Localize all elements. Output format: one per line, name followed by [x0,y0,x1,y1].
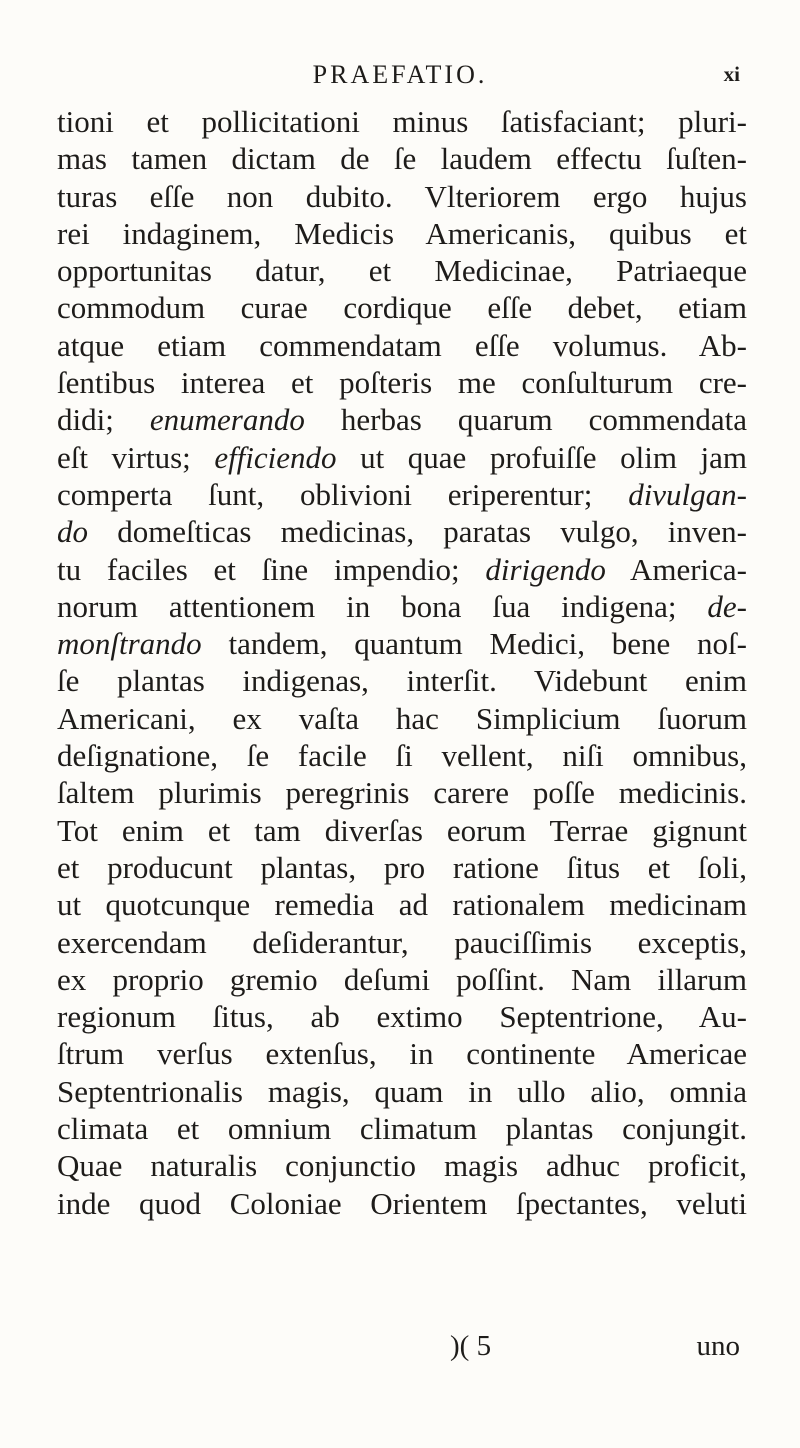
text-segment: ex proprio gremio deſumi poſſint. Nam illarum [57,961,747,997]
text-line [57,103,747,140]
text-line [57,289,747,326]
page-signature: xi [723,62,740,86]
text-segment: monſtrando [57,626,202,662]
text-line [57,998,747,1035]
text-segment: Tot enim et tam diverſas eorum Terrae gignunt [57,812,747,848]
text-line [57,327,747,364]
text-line [57,700,747,737]
text-line [57,364,747,401]
text-line [57,215,747,252]
text-segment: mas tamen dictam de ſe laudem effectu ſuſten- [57,141,747,177]
text-segment: rei indaginem, Medicis Americanis, quibus et [57,215,747,251]
text-line [57,401,747,438]
text-segment: eſt virtus; [57,439,215,475]
text-line [57,961,747,998]
text-segment: climata et omnium climatum plantas conjungit. [57,1111,747,1147]
page-footer [60,1330,740,1370]
text-segment: regionum ſitus, ab extimo Septentrione, Au- [57,999,747,1035]
text-line [57,812,747,849]
text-segment: opportunitas datur, et Medicinae, Patriaeque [57,253,747,289]
text-segment: America- [605,551,748,587]
text-segment: et producunt plantas, pro ratione ſitus et ſoli, [57,849,747,885]
running-head [60,60,740,96]
text-segment: tandem, quantum Medici, bene noſ- [201,626,747,662]
text-segment: ut quotcunque remedia ad rationalem medicinam [57,887,747,923]
text-line [57,439,747,476]
text-line [57,476,747,513]
text-segment: commodum curae cordique eſſe debet, etiam [57,290,747,326]
text-segment: deſignatione, ſe facile ſi vellent, niſi omnibus, [57,738,747,774]
text-segment: ſentibus interea et poſteris me conſulturum cre- [57,365,747,401]
text-segment: inde quod Coloniae Orientem ſpectantes, veluti [57,1185,747,1221]
text-segment: divulgan- [628,476,747,512]
page-title: PRAEFATIO. [312,60,488,89]
text-segment: de- [707,588,747,624]
text-line [57,849,747,886]
text-segment: norum attentionem in bona ſua indigena; [57,588,708,624]
body-text [57,103,747,1222]
text-segment: domeſticas medicinas, paratas vulgo, inven- [88,514,747,550]
signature-mark: )( 5 [450,1330,492,1362]
text-line [57,1035,747,1072]
text-segment: Septentrionalis magis, quam in ullo alio, omnia [57,1073,747,1109]
text-line [57,140,747,177]
text-segment: turas eſſe non dubito. Vlteriorem ergo hujus [57,178,747,214]
text-line [57,252,747,289]
text-line [57,551,747,588]
text-segment: tioni et pollicitationi minus ſatisfaciant; pluri- [57,104,747,139]
text-segment: ut quae profuiſſe olim jam [336,439,747,475]
text-segment: do [57,514,88,550]
text-segment: exercendam deſiderantur, pauciſſimis exceptis, [57,924,747,960]
text-line [57,1073,747,1110]
text-segment: ſaltem plurimis peregrinis carere poſſe medicinis. [57,775,747,811]
text-line [57,625,747,662]
text-segment: didi; [57,402,150,438]
text-line [57,774,747,811]
catchword: uno [696,1330,740,1362]
text-segment: enumerando [149,402,305,438]
text-line [57,588,747,625]
text-line [57,1185,747,1222]
text-segment: dirigendo [485,551,606,587]
text-segment: Americani, ex vaſta hac Simplicium ſuorum [57,700,747,736]
text-segment: ſe plantas indigenas, interſit. Videbunt enim [57,663,747,699]
text-line [57,178,747,215]
text-segment: Quae naturalis conjunctio magis adhuc proficit, [57,1148,747,1184]
text-line [57,886,747,923]
text-segment: ſtrum verſus extenſus, in continente Americae [57,1036,747,1072]
text-segment: comperta ſunt, oblivioni eriperentur; [57,476,629,512]
text-segment: efficiendo [214,439,337,475]
text-segment: atque etiam commendatam eſſe volumus. Ab- [57,327,747,363]
text-segment: herbas quarum commendata [304,402,747,438]
text-segment: tu faciles et ſine impendio; [57,551,486,587]
text-line [57,662,747,699]
text-line [57,513,747,550]
text-line [57,1147,747,1184]
text-line [57,737,747,774]
text-line [57,924,747,961]
text-line [57,1110,747,1147]
